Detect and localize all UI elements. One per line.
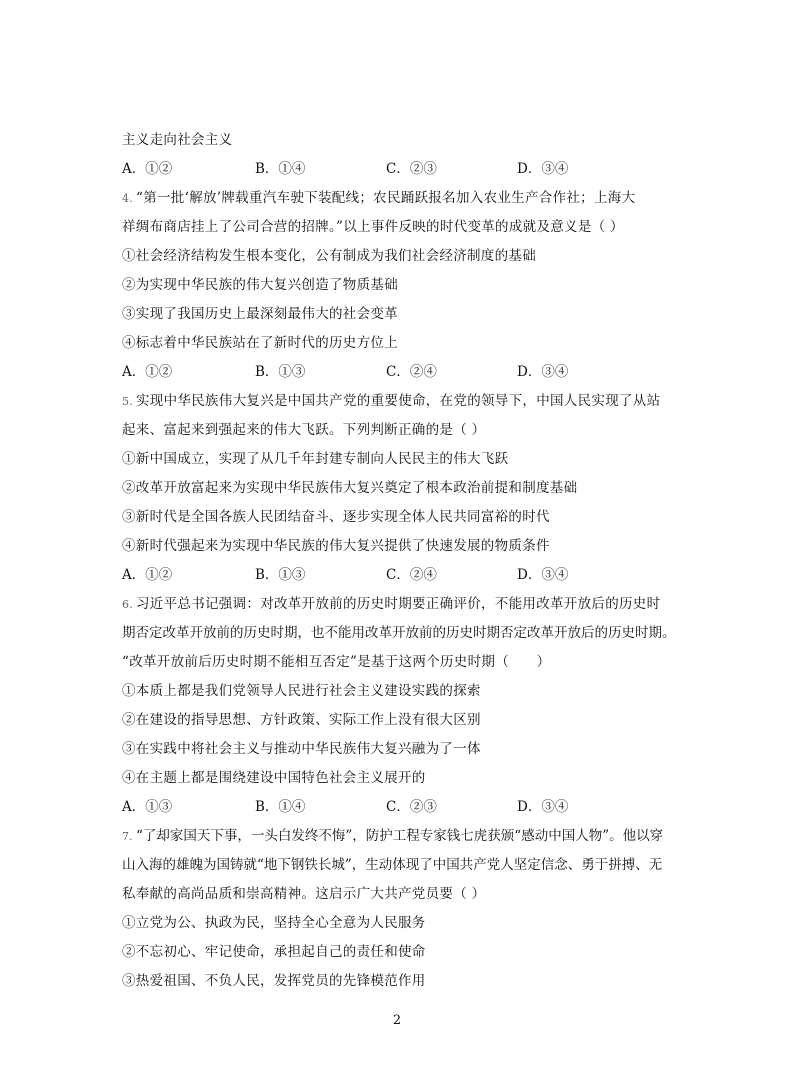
option-c: C．②④: [386, 364, 437, 380]
statement-item: ②为实现中华民族的伟大复兴创造了物质基础: [122, 277, 398, 293]
text-line: 山入海的雄魄为国铸就“地下钢铁长城”，生动体现了中国共产党人坚定信念、勇于拼搏、无: [122, 857, 663, 873]
option-d: D．③④: [517, 799, 569, 815]
statement-item: ②不忘初心、牢记使命，承担起自己的责任和使命: [122, 944, 426, 960]
answer-options: [122, 565, 682, 585]
text-line: 期否定改革开放前的历史时期，也不能用改革开放前的历史时期否定改革开放后的历史时期。: [122, 625, 676, 641]
text-line: 私奉献的高尚品质和崇高精神。这启示广大共产党员要（ ）: [122, 886, 486, 902]
statement-item: ③在实践中将社会主义与推动中华民族伟大复兴融为了一体: [122, 741, 481, 757]
question-number: 7.: [122, 830, 133, 843]
statement-item: ④在主题上都是围绕建设中国特色社会主义展开的: [122, 770, 426, 786]
option-a: A．①②: [122, 567, 173, 583]
question-stem: 5. 实现中华民族伟大复兴是中国共产党的重要使命，在党的领导下，中国人民实现了从站: [122, 391, 660, 412]
statement-item: ①社会经济结构发生根本变化，公有制成为我们社会经济制度的基础: [122, 248, 536, 264]
statement-item: ①新中国成立，实现了从几千年封建专制向人民民主的伟大飞跃: [122, 451, 509, 467]
question-number: 5.: [122, 395, 134, 408]
option-b: B．①④: [255, 799, 306, 815]
statement-item: ②在建设的指导思想、方针政策、实际工作上没有很大区别: [122, 712, 481, 728]
answer-options: [122, 159, 682, 179]
statement-item: ③实现了我国历史上最深刻最伟大的社会变革: [122, 306, 398, 322]
question-stem: 6. 习近平总书记强调：对改革开放前的历史时期要正确评价，不能用改革开放后的历史时: [122, 594, 660, 615]
statement-item: ③新时代是全国各族人民团结奋斗、逐步实现全体人民共同富裕的时代: [122, 509, 550, 525]
question-number: 6.: [122, 598, 134, 611]
text-line: 起来、富起来到强起来的伟大飞跃。下列判断正确的是（ ）: [122, 422, 486, 438]
option-d: D．③④: [517, 161, 569, 177]
answer-options: [122, 797, 682, 817]
statement-item: ④标志着中华民族站在了新时代的历史方位上: [122, 335, 398, 351]
text-line: 主义走向社会主义: [122, 132, 233, 148]
text-line: “改革开放前后历史时期不能相互否定”是基于这两个历史时期（ ）: [122, 654, 551, 670]
statement-item: ②改革开放富起来为实现中华民族伟大复兴奠定了根本政治前提和制度基础: [122, 480, 578, 496]
question-stem: 4. “第一批‘解放’牌载重汽车驶下装配线；农民踊跃报名加入农业生产合作社；上海大: [122, 188, 635, 209]
text-line: 祥绸布商店挂上了公司合营的招牌。”以上事件反映的时代变革的成就及意义是（ ）: [122, 219, 624, 235]
option-d: D．③④: [517, 364, 569, 380]
option-a: A．①②: [122, 364, 173, 380]
option-c: C．②③: [386, 799, 437, 815]
statement-item: ①立党为公、执政为民，坚持全心全意为人民服务: [122, 915, 426, 931]
statement-item: ③热爱祖国、不负人民，发挥党员的先锋模范作用: [122, 973, 426, 989]
option-b: B．①③: [255, 567, 306, 583]
statement-item: ④新时代强起来为实现中华民族的伟大复兴提供了快速发展的物质条件: [122, 538, 550, 554]
option-a: A．①③: [122, 799, 173, 815]
option-b: B．①④: [255, 161, 306, 177]
option-b: B．①③: [255, 364, 306, 380]
page-number: 2: [392, 1013, 402, 1028]
question-number: 4.: [122, 192, 134, 205]
answer-options: [122, 362, 682, 382]
option-c: C．②③: [386, 161, 437, 177]
statement-item: ①本质上都是我们党领导人民进行社会主义建设实践的探索: [122, 683, 481, 699]
question-stem: 7. “了却家国天下事，一头白发终不悔”，防护工程专家钱七虎获颁“感动中国人物”。他以穿: [122, 826, 663, 847]
option-d: D．③④: [517, 567, 569, 583]
option-c: C．②④: [386, 567, 437, 583]
option-a: A．①②: [122, 161, 173, 177]
